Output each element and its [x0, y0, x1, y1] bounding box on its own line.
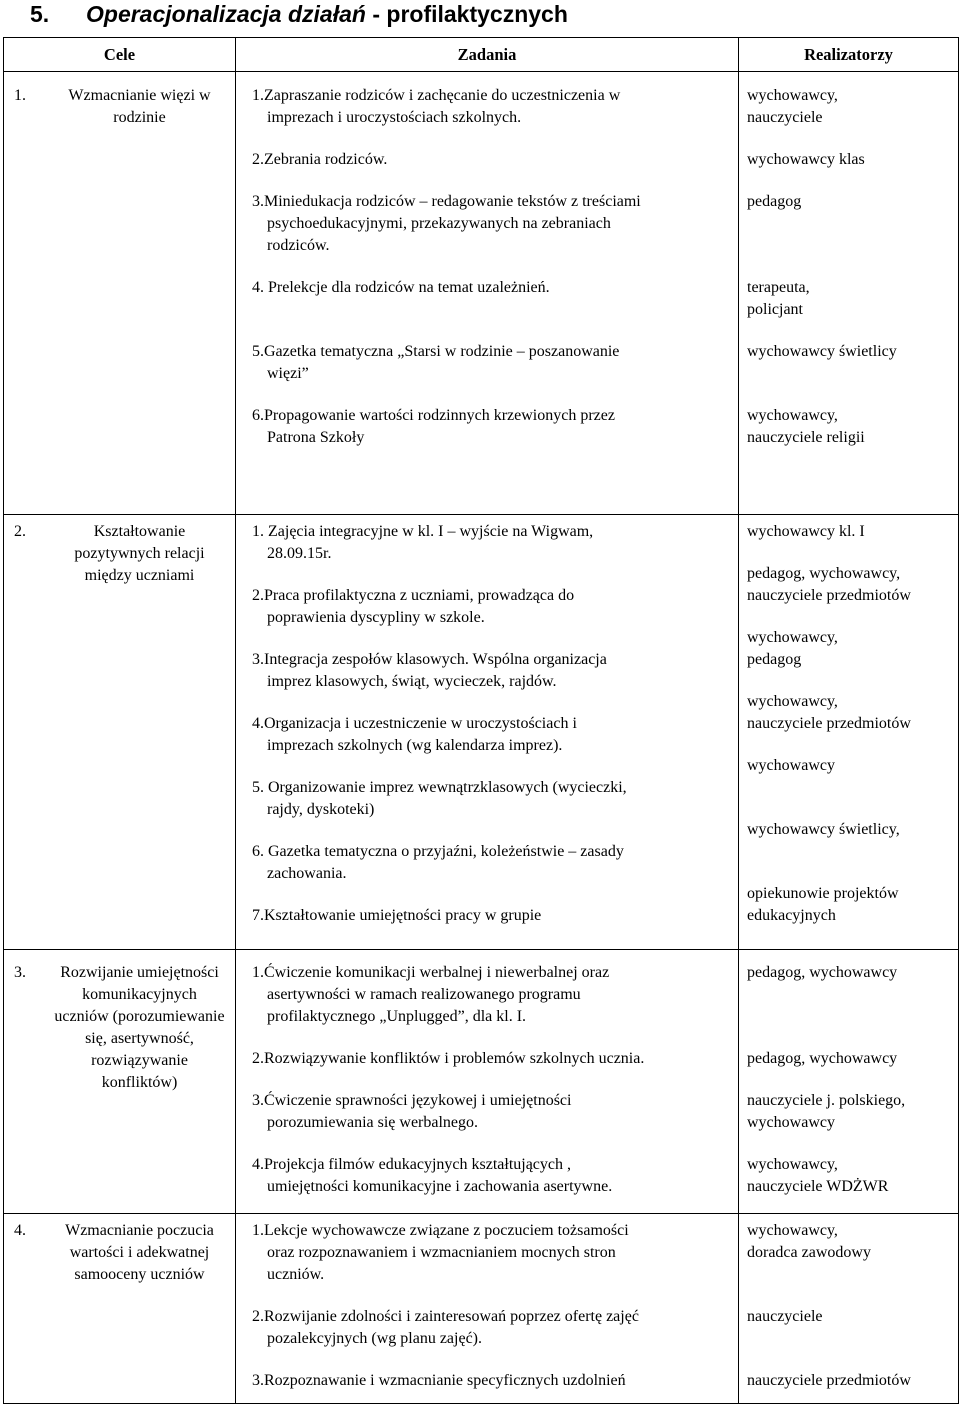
- realizer-item: wychowawcy, nauczyciele WDŻWR: [747, 1156, 889, 1195]
- task-item: 2.Zebrania rodziców.: [252, 151, 388, 168]
- realizer-item: terapeuta, policjant: [747, 279, 810, 318]
- task-item: 4.Projekcja filmów edukacyjnych kształtujących , umiejętności komunikacyjne i zachowania asertywne.: [252, 1156, 613, 1195]
- task-item: 3.Rozpoznawanie i wzmacnianie specyficznych uzdolnień: [252, 1372, 626, 1389]
- task-item: 3.Integracja zespołów klasowych. Wspólna organizacja imprez klasowych, świąt, wycieczek, rajdów.: [252, 651, 607, 690]
- realizer-item: pedagog, wychowawcy: [747, 1050, 898, 1067]
- table-row: [4, 950, 959, 1214]
- task-item: 1. Zajęcia integracyjne w kl. I – wyjście na Wigwam, 28.09.15r.: [252, 523, 594, 562]
- task-item: 2.Rozwijanie zdolności i zainteresowań poprzez ofertę zajęć pozalekcyjnych (wg planu zajęć).: [252, 1308, 639, 1347]
- header-realizers: Realizatorzy: [739, 38, 959, 72]
- goal-text: Wzmacnianie więzi w rodzinie: [68, 87, 211, 126]
- tasks-cell: [236, 950, 739, 1214]
- tasks-cell: [236, 1214, 739, 1404]
- task-item: 6. Gazetka tematyczna o przyjaźni, koleżeństwie – zasady zachowania.: [252, 843, 624, 882]
- realizers-cell: [739, 515, 959, 950]
- header-tasks: Zadania: [236, 38, 739, 72]
- task-item: 5. Organizowanie imprez wewnątrzklasowych (wycieczki, rajdy, dyskoteki): [252, 779, 627, 818]
- tasks-cell: [236, 72, 739, 515]
- realizer-item: wychowawcy, doradca zawodowy: [747, 1222, 871, 1261]
- goal-number: 3.: [14, 964, 26, 981]
- section-title-rest: - profilaktycznych: [365, 1, 568, 27]
- realizer-item: nauczyciele j. polskiego, wychowawcy: [747, 1092, 906, 1131]
- table-row: [4, 72, 959, 515]
- task-item: 1.Lekcje wychowawcze związane z poczuciem tożsamości oraz rozpoznawaniem i wzmacnianiem mocnych stron uczniów.: [252, 1222, 629, 1283]
- goal-text: Rozwijanie umiejętności komunikacyjnych uczniów (porozumiewanie się, asertywność, rozwiązywanie konfliktów): [54, 964, 225, 1091]
- realizer-item: edukacyjnych: [747, 907, 836, 924]
- task-item: 2.Rozwiązywanie konfliktów i problemów szkolnych ucznia.: [252, 1050, 645, 1067]
- section-number: 5.: [30, 1, 50, 27]
- table-row: [4, 1214, 959, 1404]
- task-item: 3.Miniedukacja rodziców – redagowanie tekstów z treściami psychoedukacyjnymi, przekazywanych na zebraniach rodziców.: [252, 193, 641, 254]
- realizer-item: wychowawcy świetlicy,: [747, 821, 900, 838]
- realizer-item: pedagog: [747, 193, 802, 210]
- header-goals: Cele: [4, 38, 236, 72]
- goal-number: 1.: [14, 87, 26, 104]
- realizer-item: wychowawcy, nauczyciele religii: [747, 407, 865, 446]
- realizers-cell: [739, 72, 959, 515]
- action-plan-table: [3, 37, 959, 1404]
- task-item: 4.Organizacja i uczestniczenie w uroczystościach i imprezach szkolnych (wg kalendarza imprez).: [252, 715, 577, 754]
- realizer-item: wychowawcy klas: [747, 151, 865, 168]
- realizer-item: wychowawcy świetlicy: [747, 343, 897, 360]
- realizer-item: nauczyciele przedmiotów: [747, 587, 911, 604]
- goal-text: Kształtowanie pozytywnych relacji między uczniami: [74, 523, 205, 584]
- task-item: 3.Ćwiczenie sprawności językowej i umiejętności porozumiewania się werbalnego.: [252, 1092, 572, 1131]
- realizer-item: pedagog, wychowawcy,: [747, 565, 901, 582]
- realizer-item: pedagog, wychowawcy: [747, 964, 898, 981]
- realizer-item: wychowawcy,: [747, 629, 838, 646]
- goal-number: 2.: [14, 523, 26, 540]
- section-heading: [30, 0, 568, 28]
- table-header-row: [4, 38, 959, 72]
- realizer-item: pedagog: [747, 651, 802, 668]
- realizer-item: wychowawcy kl. I: [747, 523, 865, 540]
- goal-cell: [4, 515, 236, 950]
- goal-cell: [4, 950, 236, 1214]
- realizers-cell: [739, 1214, 959, 1404]
- task-item: 1.Ćwiczenie komunikacji werbalnej i niewerbalnej oraz asertywności w ramach realizowanego programu profilaktycznego „Unplugged”, dla kl. I.: [252, 964, 610, 1025]
- task-item: 2.Praca profilaktyczna z uczniami, prowadząca do poprawienia dyscypliny w szkole.: [252, 587, 575, 626]
- realizers-cell: [739, 950, 959, 1214]
- goal-number: 4.: [14, 1222, 26, 1239]
- realizer-item: nauczyciele: [747, 1308, 823, 1325]
- realizer-item: wychowawcy: [747, 757, 835, 774]
- table-row: [4, 515, 959, 950]
- realizer-item: wychowawcy, nauczyciele: [747, 87, 838, 126]
- goal-cell: [4, 72, 236, 515]
- task-item: 1.Zapraszanie rodziców i zachęcanie do uczestniczenia w imprezach i uroczystościach szkolnych.: [252, 87, 621, 126]
- section-title-italic: Operacjonalizacja działań: [86, 1, 366, 27]
- goal-cell: [4, 1214, 236, 1404]
- realizer-item: wychowawcy,: [747, 693, 838, 710]
- realizer-item: nauczyciele przedmiotów: [747, 715, 911, 732]
- task-item: 4. Prelekcje dla rodziców na temat uzależnień.: [252, 279, 550, 296]
- task-item: 5.Gazetka tematyczna „Starsi w rodzinie – poszanowanie więzi”: [252, 343, 620, 382]
- task-item: 6.Propagowanie wartości rodzinnych krzewionych przez Patrona Szkoły: [252, 407, 615, 446]
- task-item: 7.Kształtowanie umiejętności pracy w grupie: [252, 907, 542, 924]
- tasks-cell: [236, 515, 739, 950]
- realizer-item: nauczyciele przedmiotów: [747, 1372, 911, 1389]
- realizer-item: opiekunowie projektów: [747, 885, 899, 902]
- goal-text: Wzmacnianie poczucia wartości i adekwatnej samooceny uczniów: [65, 1222, 214, 1283]
